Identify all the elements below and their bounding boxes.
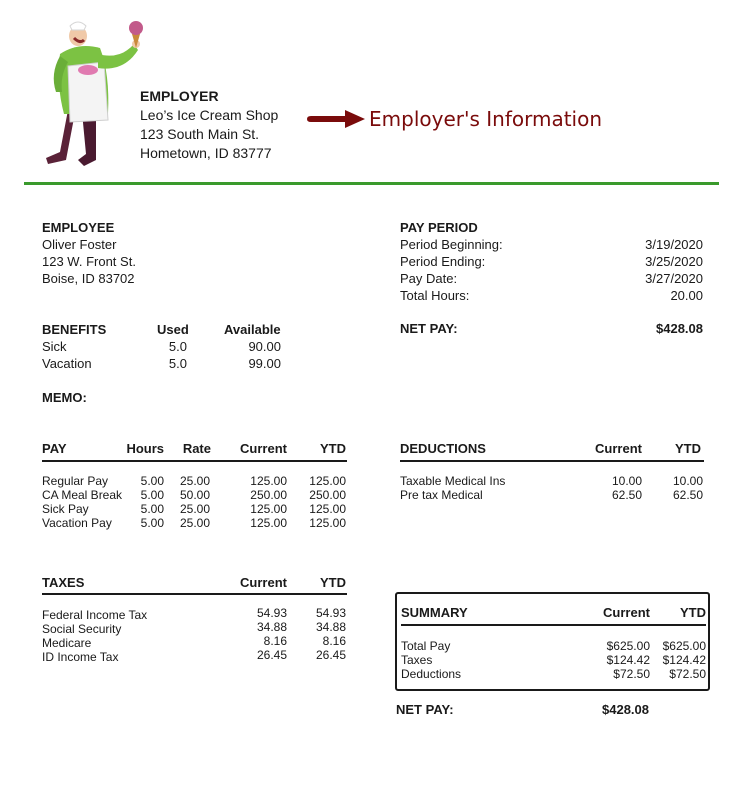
pay-period-row — [400, 287, 703, 304]
tax-ytd: 54.93 — [315, 606, 346, 620]
benefits-available-header: Available — [224, 322, 281, 337]
summary-item-current: $124.42 — [606, 653, 650, 667]
summary-table-body — [401, 639, 706, 681]
net-pay-value: $428.08 — [656, 321, 703, 336]
header-divider — [24, 182, 719, 185]
deduction-name: Pre tax Medical — [400, 488, 483, 502]
employee-address-line1: 123 W. Front St. — [42, 254, 136, 269]
employer-address-line1: 123 South Main St. — [140, 126, 260, 142]
table-row — [42, 634, 346, 648]
pay-period-label: Period Ending: — [400, 254, 486, 269]
pay-current-header: Current — [240, 441, 287, 456]
pay-item-rate: 25.00 — [179, 474, 210, 488]
taxes-ytd-header: YTD — [320, 575, 346, 590]
summary-table-header — [401, 605, 706, 622]
pay-period-row — [400, 236, 703, 253]
table-row — [42, 474, 346, 488]
employee-name: Oliver Foster — [42, 237, 117, 252]
deductions-ytd-header: YTD — [675, 441, 701, 456]
deduction-ytd: 10.00 — [672, 474, 703, 488]
table-row — [42, 502, 346, 516]
table-row — [42, 516, 346, 530]
pay-item-ytd: 125.00 — [309, 516, 346, 530]
arrow-right-icon — [305, 108, 367, 130]
pay-period-value: 20.00 — [670, 288, 703, 303]
pay-table-body — [42, 474, 346, 530]
employer-name: Leo’s Ice Cream Shop — [140, 107, 279, 123]
table-row — [42, 488, 346, 502]
table-row — [42, 606, 346, 620]
summary-header: SUMMARY — [401, 605, 468, 620]
benefits-used-header: Used — [157, 322, 189, 337]
deductions-table-rule — [400, 460, 704, 462]
summary-item-current: $72.50 — [613, 667, 650, 681]
pay-item-name: CA Meal Break — [42, 488, 123, 502]
pay-period-heading: PAY PERIOD — [400, 220, 478, 235]
pay-period-label: Total Hours: — [400, 288, 470, 303]
table-row — [42, 620, 346, 634]
ice-cream-chef-illustration — [38, 14, 150, 170]
tax-name: Medicare — [42, 636, 92, 650]
taxes-table-body — [42, 606, 346, 662]
tax-ytd: 8.16 — [322, 634, 346, 648]
taxes-current-header: Current — [240, 575, 287, 590]
benefits-block — [42, 321, 287, 373]
tax-name: ID Income Tax — [42, 650, 119, 664]
pay-period-label: Pay Date: — [400, 271, 458, 286]
pay-item-hours: 5.00 — [140, 474, 164, 488]
tax-name: Social Security — [42, 622, 122, 636]
net-pay-bottom-label: NET PAY: — [396, 702, 454, 717]
pay-item-rate: 50.00 — [179, 488, 210, 502]
benefit-available: 90.00 — [248, 339, 281, 354]
tax-current: 26.45 — [256, 648, 287, 662]
summary-item-name: Deductions — [401, 667, 462, 681]
taxes-table-header — [42, 575, 346, 592]
employer-heading: EMPLOYER — [140, 88, 219, 104]
taxes-header: TAXES — [42, 575, 85, 590]
net-pay-bottom-value: $428.08 — [602, 702, 649, 717]
pay-item-hours: 5.00 — [140, 488, 164, 502]
benefit-name: Sick — [42, 339, 67, 354]
summary-item-current: $625.00 — [606, 639, 650, 653]
pay-period-value: 3/27/2020 — [645, 271, 703, 286]
tax-ytd: 26.45 — [315, 648, 346, 662]
employee-heading: EMPLOYEE — [42, 220, 115, 235]
net-pay-label: NET PAY: — [400, 321, 458, 336]
benefit-name: Vacation — [42, 356, 92, 371]
deduction-current: 10.00 — [611, 474, 642, 488]
deductions-table-header — [400, 441, 703, 458]
summary-item-ytd: $72.50 — [669, 667, 706, 681]
pay-item-current: 125.00 — [250, 502, 287, 516]
pay-table-header — [42, 441, 346, 458]
deduction-ytd: 62.50 — [672, 488, 703, 502]
deduction-name: Taxable Medical Ins — [400, 474, 506, 488]
pay-item-ytd: 125.00 — [309, 474, 346, 488]
pay-table-rule — [42, 460, 347, 462]
summary-current-header: Current — [603, 605, 650, 620]
pay-item-hours: 5.00 — [140, 516, 164, 530]
tax-ytd: 34.88 — [315, 620, 346, 634]
benefit-used: 5.0 — [168, 339, 187, 354]
pay-item-current: 125.00 — [250, 474, 287, 488]
deductions-current-header: Current — [595, 441, 642, 456]
summary-box — [395, 592, 710, 691]
deductions-header: DEDUCTIONS — [400, 441, 486, 456]
pay-period-row — [400, 270, 703, 287]
table-row — [401, 653, 706, 667]
tax-current: 8.16 — [263, 634, 287, 648]
employer-address-line2: Hometown, ID 83777 — [140, 145, 272, 161]
pay-item-ytd: 125.00 — [309, 502, 346, 516]
summary-item-ytd: $124.42 — [662, 653, 706, 667]
table-row — [42, 648, 346, 662]
table-row — [401, 639, 706, 653]
tax-name: Federal Income Tax — [42, 608, 148, 622]
benefits-heading: BENEFITS — [42, 322, 107, 337]
pay-rate-header: Rate — [182, 441, 211, 456]
tax-current: 54.93 — [256, 606, 287, 620]
table-row — [400, 488, 703, 502]
pay-item-name: Sick Pay — [42, 502, 89, 516]
pay-item-current: 125.00 — [250, 516, 287, 530]
pay-period-block — [400, 219, 703, 304]
pay-period-value: 3/25/2020 — [645, 254, 703, 269]
pay-item-ytd: 250.00 — [309, 488, 346, 502]
pay-item-name: Vacation Pay — [42, 516, 112, 530]
summary-table-rule — [401, 624, 706, 626]
pay-item-current: 250.00 — [250, 488, 287, 502]
pay-item-rate: 25.00 — [179, 502, 210, 516]
tax-current: 34.88 — [256, 620, 287, 634]
table-row — [401, 667, 706, 681]
summary-item-name: Total Pay — [401, 639, 451, 653]
pay-header: PAY — [42, 441, 67, 456]
summary-item-ytd: $625.00 — [662, 639, 706, 653]
pay-item-name: Regular Pay — [42, 474, 109, 488]
pay-period-row — [400, 253, 703, 270]
benefit-used: 5.0 — [168, 356, 187, 371]
pay-period-label: Period Beginning: — [400, 237, 503, 252]
deduction-current: 62.50 — [611, 488, 642, 502]
pay-item-rate: 25.00 — [179, 516, 210, 530]
taxes-table-rule — [42, 593, 347, 595]
pay-item-hours: 5.00 — [140, 502, 164, 516]
pay-ytd-header: YTD — [320, 441, 346, 456]
deductions-table-body — [400, 474, 703, 502]
summary-item-name: Taxes — [401, 653, 433, 667]
employer-information-callout: Employer's Information — [369, 107, 603, 131]
table-row — [400, 474, 703, 488]
memo-label: MEMO: — [42, 390, 87, 405]
pay-period-value: 3/19/2020 — [645, 237, 703, 252]
pay-hours-header: Hours — [126, 441, 164, 456]
employee-block — [42, 219, 242, 287]
benefit-available: 99.00 — [248, 356, 281, 371]
employee-address-line2: Boise, ID 83702 — [42, 271, 135, 286]
summary-ytd-header: YTD — [680, 605, 706, 620]
